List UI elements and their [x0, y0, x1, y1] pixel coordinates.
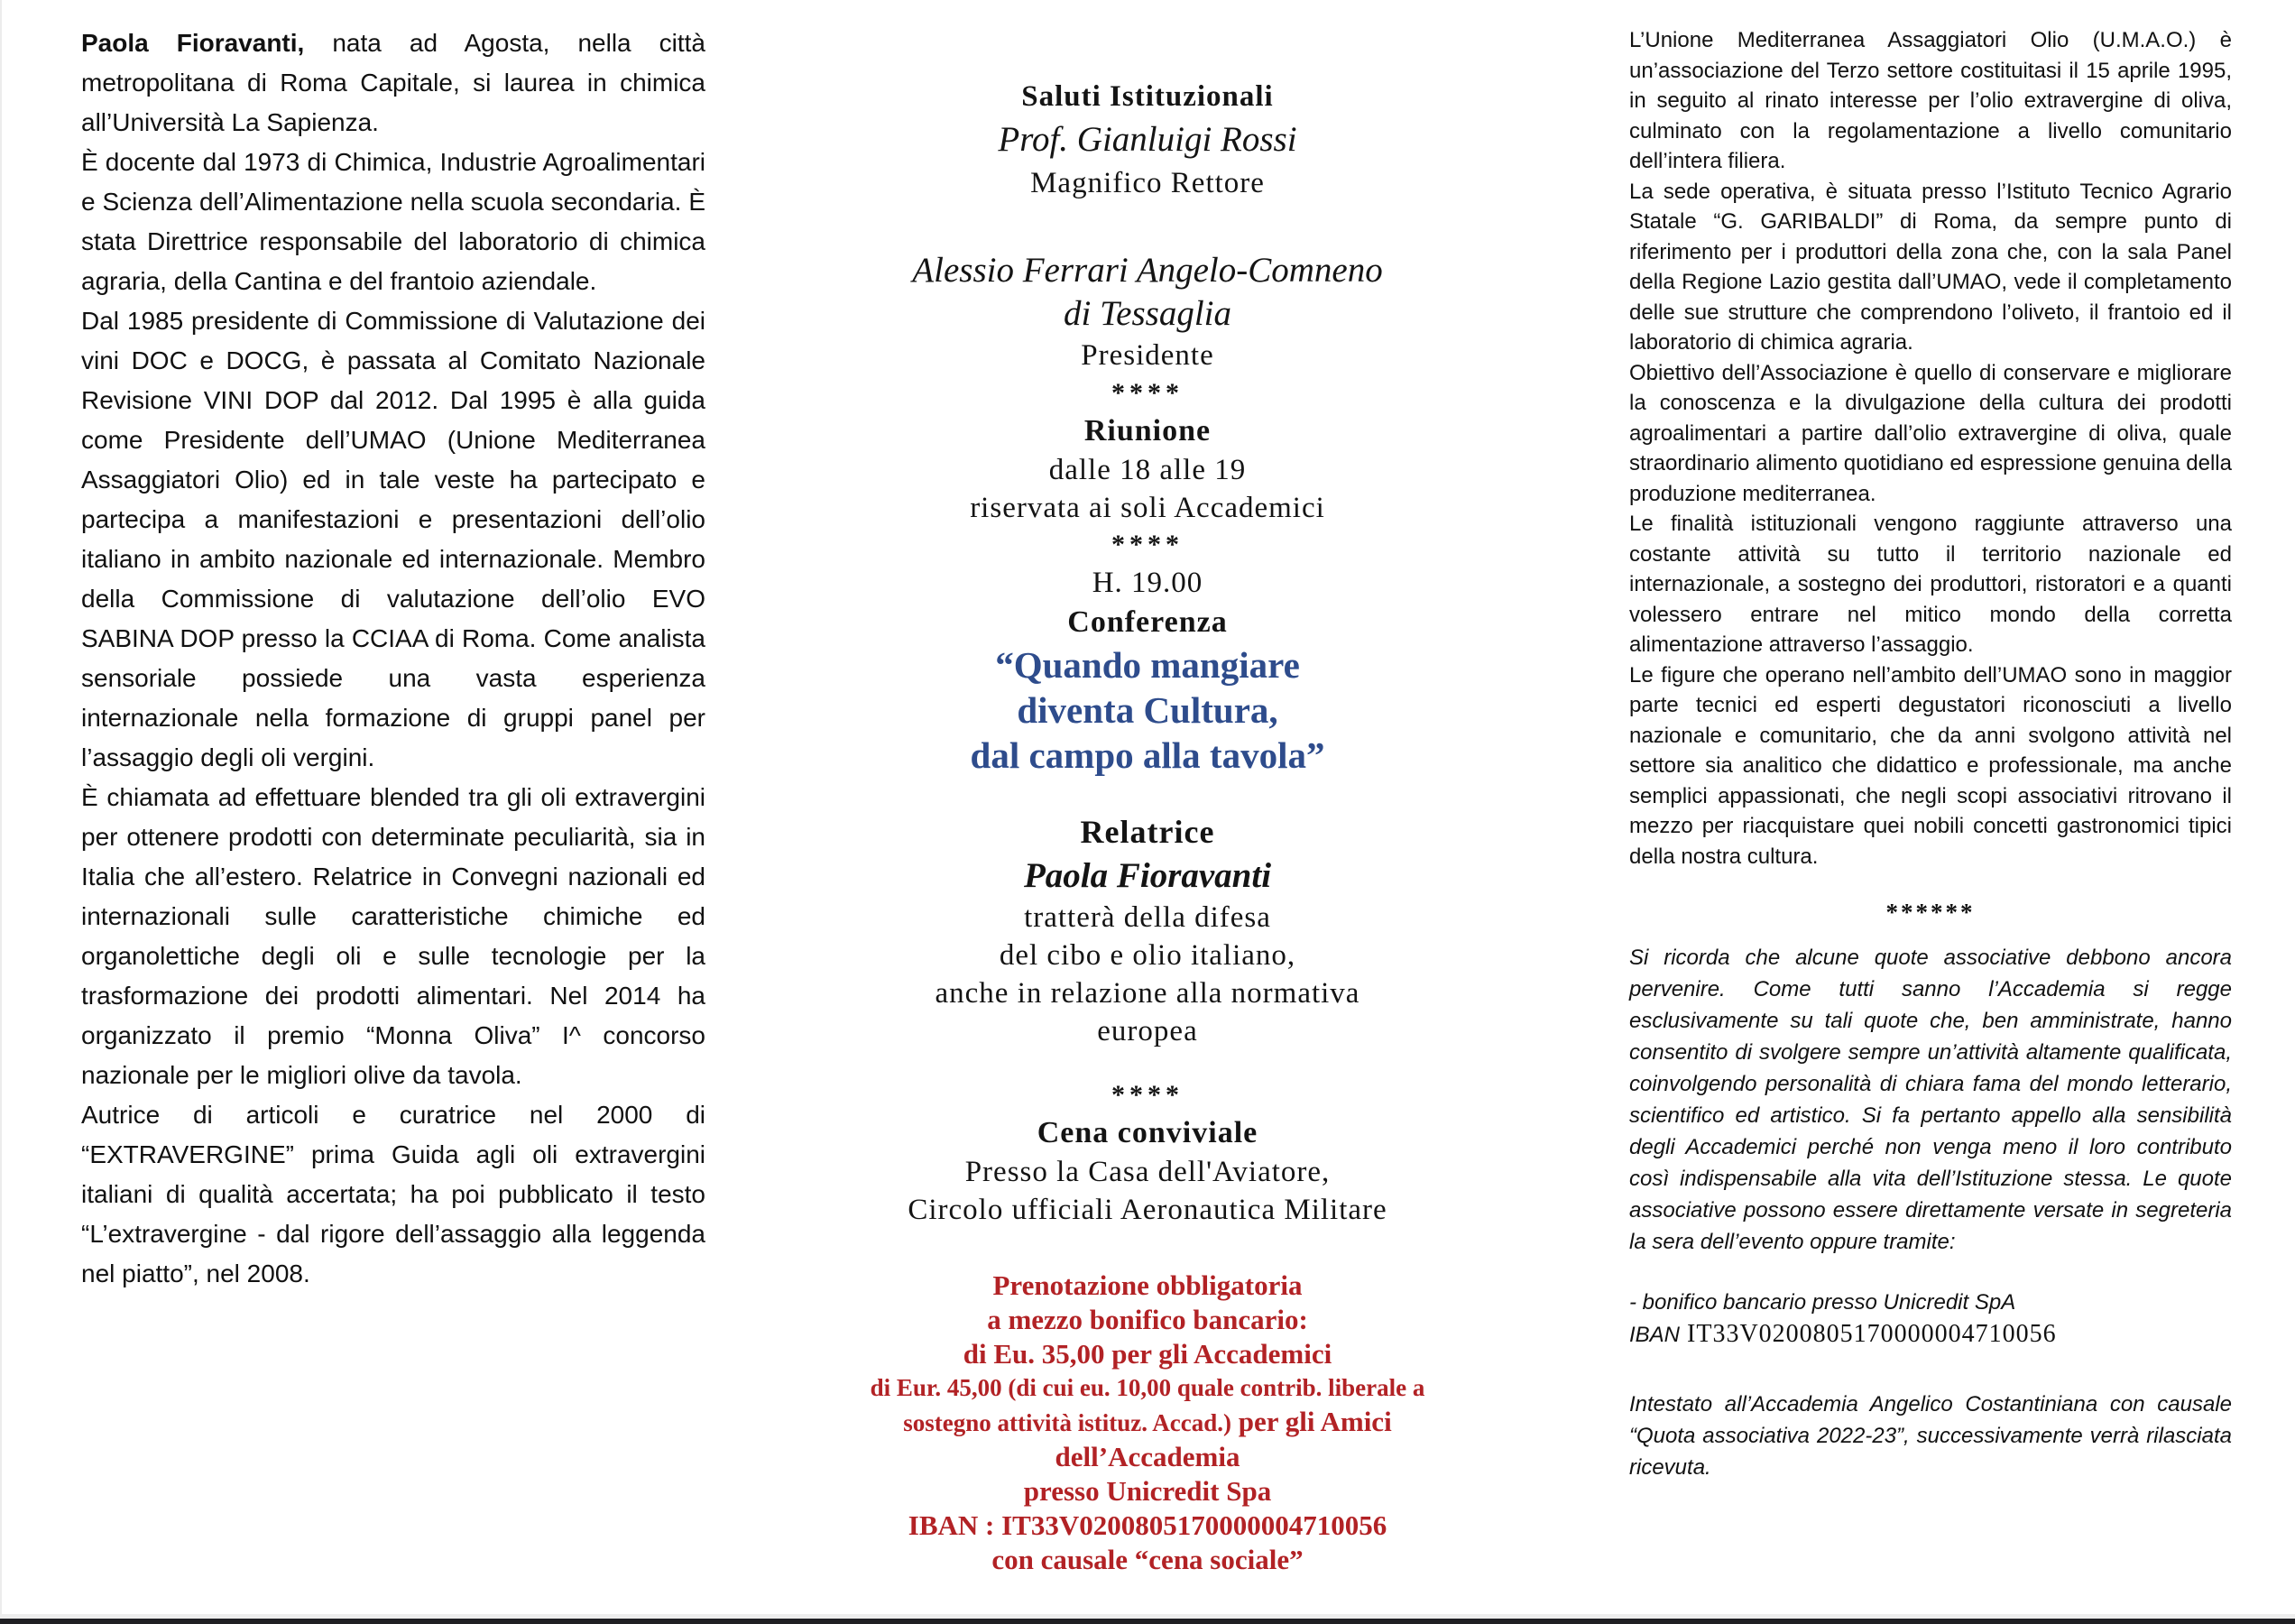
association-paragraph-1: L’Unione Mediterranea Assaggiatori Olio (U.M.A.O.) è un’associazione del Terzo settore costituitasi il 15 aprile 1995, in seguito al rinato interesse per l’olio extravergine di oliva, culminato con la regolamentazione a livello comunitario dell’intera filiera. [1629, 28, 2232, 173]
booking-academy-line: dell’Accademia [1055, 1441, 1240, 1472]
rector-role: Magnifico Rettore [1030, 167, 1265, 199]
conference-title-line-2: diventa Cultura, [1017, 689, 1278, 731]
membership-notice: Si ricorda che alcune quote associative debbono ancora pervenire. Come tutti sanno l’Accademia si regge esclusivamente su tali quote che, ben amministrate, hanno consentito di svolgere sempre un’attività altamente qualificata, coinvolgendo personalità di chiara fama del mondo letterario, scientifico ed artistico. Si fa pertanto appello alla sensibilità degli Accademici perché non venga meno il loro contributo così indispensabile alla vita dell’Istituzione stessa. Le quote associative possono essere direttamente versate in segreteria la sera dell’evento oppure tramite: [1629, 946, 2232, 1254]
bio-paragraph-3: Dal 1985 presidente di Commissione di Valutazione dei vini DOC e DOCG, è passata al Comitato Nazionale Revisione VINI DOP dal 2012. Dal 1995 è alla guida come Presidente dell’UMAO (Unione Mediterranea Assaggiatori Olio) ed in tale veste ha partecipato e partecipa a manifestazioni e presentazioni dell’olio italiano in ambito nazionale ed internazionale. Membro della Commissione di valutazione dell’olio EVO SABINA DOP presso la CCIAA di Roma. Come analista sensoriale possiede una vasta esperienza internazionale nella formazione di gruppi panel per l’assaggio degli oli vergini. [81, 307, 705, 771]
president-name-line-2: di Tessaglia [1063, 294, 1232, 333]
speaker-desc-line-1: tratterà della difesa [1024, 901, 1271, 934]
bank-transfer-line: - bonifico bancario presso Unicredit SpA [1629, 1290, 2016, 1315]
association-paragraph-5: Le figure che operano nell’ambito dell’UMAO sono in maggior parte tecnici ed esperti degustatori riconosciuti a livello nazionale e comunitario, che da anni svolgono attività nel settore sia analitico che didattico e professionale, ma anche semplici appassionati, che negli scopi associativi ritrovano il mezzo per riacquistare quei nobili concetti gastronomici tipici della nostra cultura. [1629, 662, 2232, 869]
closing-note: Intestato all’Accademia Angelico Costantiniana con causale “Quota associativa 2022-23”, successivamente verrà rilasciata ricevuta. [1629, 1392, 2232, 1480]
booking-price-friends-big: per gli Amici [1231, 1406, 1392, 1437]
booking-price-friends-line-2 [772, 1405, 1523, 1440]
dinner-venue-line-1: Presso la Casa dell'Aviatore, [964, 1156, 1331, 1188]
booking-price-members: di Eu. 35,00 per gli Accademici [963, 1338, 1332, 1370]
meeting-note: riservata ai soli Accademici [970, 492, 1325, 524]
conference-label: Conferenza [1067, 605, 1228, 639]
conference-title-line-3: dal campo alla tavola” [970, 734, 1325, 776]
bio-paragraph-4: È chiamata ad effettuare blended tra gli oli extravergini per ottenere prodotti con determinate peculiarità, sia in Italia che all’estero. Relatrice in Convegni nazionali ed internazionali sulle caratteristiche chimiche ed organolettiche degli oli e sulle tecnologie per la trasformazione dei prodotti alimentari. Nel 2014 ha organizzato il premio “Monna Oliva” I^ concorso nazionale per le migliori olive da tavola. [81, 783, 705, 1089]
bio-paragraph-1-text: nata ad Agosta, nella città metropolitana di Roma Capitale, si laurea in chimica all’Università La Sapienza. [81, 29, 706, 136]
iban-value: IT33V0200805170000004710056 [1680, 1320, 2057, 1348]
booking-method: a mezzo bonifico bancario: [987, 1304, 1308, 1335]
dinner-venue-line-2: Circolo ufficiali Aeronautica Militare [908, 1194, 1387, 1226]
booking-price-friends-small: sostegno attività istituz. Accad.) [903, 1409, 1232, 1436]
meeting-time: dalle 18 alle 19 [1048, 454, 1247, 486]
bio-paragraph-1 [81, 23, 705, 143]
meeting-title: Riunione [1083, 414, 1212, 448]
association-paragraph-4: Le finalità istituzionali vengono raggiunte attraverso una costante attività su tutto il territorio nazionale ed internazionale, a sostegno dei produttori, ristoratori e a quanti volessero entrare nel mitico mondo della corretta alimentazione attraverso l’assaggio. [1629, 512, 2232, 657]
speaker-label: Relatrice [1080, 814, 1215, 850]
booking-iban: IBAN : IT33V0200805170000004710056 [908, 1509, 1387, 1541]
window-bottom-edge-dark [0, 1619, 2295, 1624]
separator-asterisks-3: **** [1111, 1080, 1184, 1110]
rector-name: Prof. Gianluigi Rossi [998, 120, 1297, 159]
speaker-name: Paola Fioravanti [1023, 856, 1272, 895]
iban-label: IBAN [1629, 1323, 1681, 1347]
speaker-desc-line-3: anche in relazione alla normativa [935, 977, 1360, 1010]
speaker-desc-line-4: europea [1097, 1015, 1198, 1047]
conference-time: H. 19.00 [1092, 567, 1203, 599]
window-left-edge [0, 0, 2, 1624]
separator-asterisks-2: **** [1111, 530, 1184, 559]
president-name-line-1: Alessio Ferrari Angelo-Comneno [912, 251, 1383, 290]
association-paragraph-3: Obiettivo dell’Associazione è quello di conservare e migliorare la conoscenza e la divulgazione della cultura dei prodotti agroalimentari a partire dall’olio extravergine di oliva, quale straordinario alimento quotidiano ed espressione genuina della produzione mediterranea. [1629, 360, 2232, 506]
speaker-desc-line-2: del cibo e olio italiano, [999, 939, 1296, 972]
president-role: Presidente [1081, 339, 1214, 372]
right-column-association [1629, 25, 2232, 1483]
left-column-biography [81, 23, 705, 1294]
conference-title-line-1: “Quando mangiare [995, 644, 1300, 686]
booking-price-friends-line-1: di Eur. 45,00 (di cui eu. 10,00 quale contrib. liberale a [870, 1374, 1425, 1401]
center-column-program [772, 76, 1523, 1577]
booking-causale: con causale “cena sociale” [991, 1544, 1304, 1575]
separator-asterisks-right: ****** [1885, 899, 1976, 926]
dinner-title: Cena conviviale [1037, 1116, 1258, 1149]
bio-paragraph-2: È docente dal 1973 di Chimica, Industrie Agroalimentari e Scienza dell’Alimentazione nella scuola secondaria. È stata Direttrice responsabile del laboratorio di chimica agraria, della Cantina e del frantoio aziendale. [81, 148, 705, 295]
booking-bank-name: presso Unicredit Spa [1023, 1475, 1272, 1507]
bio-paragraph-5: Autrice di articoli e curatrice nel 2000 di “EXTRAVERGINE” prima Guida agli oli extravergini italiani di qualità accertata; ha poi pubblicato il testo “L’extravergine - dal rigore dell’assaggio alla leggenda nel piatto”, nel 2008. [81, 1101, 705, 1287]
iban-line [1629, 1318, 2232, 1351]
bio-person-name: Paola Fioravanti, [81, 29, 305, 57]
saluti-title: Saluti Istituzionali [1021, 80, 1274, 113]
association-paragraph-2: La sede operativa, è situata presso l’Istituto Tecnico Agrario Statale “G. GARIBALDI” di Roma, da sempre punto di riferimento per i produttori della zona che, con la sala Panel della Regione Lazio gestita dall’UMAO, vede il completamento delle sue strutture che comprendono l’oliveto, il frantoio ed il laboratorio di chimica agraria. [1629, 179, 2232, 355]
separator-asterisks-1: **** [1111, 378, 1184, 408]
booking-title: Prenotazione obbligatoria [992, 1269, 1303, 1301]
